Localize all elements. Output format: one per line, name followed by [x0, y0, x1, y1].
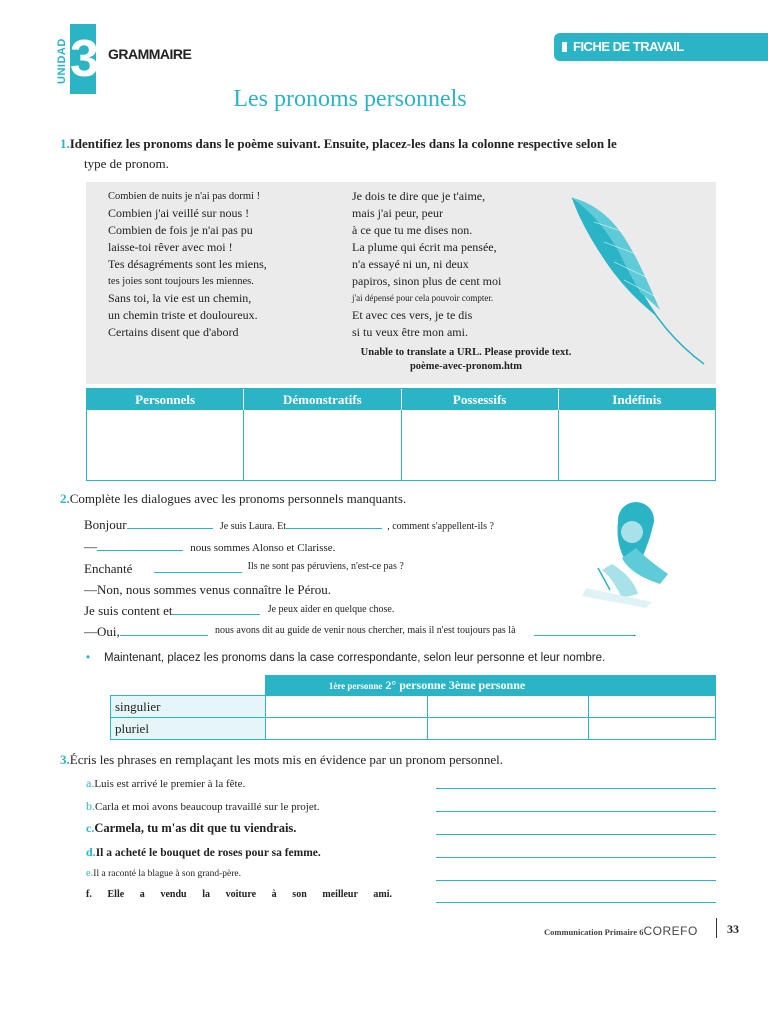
poem-line: n'a essayé ni un, ni deux: [352, 257, 469, 271]
dialogue-line-2: [84, 539, 335, 555]
poem-line: Combien j'ai veillé sur nous !: [108, 206, 250, 220]
answer-cell[interactable]: [588, 696, 715, 718]
column-header-demonstratifs: Démonstratifs: [244, 389, 401, 410]
item-letter: b.: [86, 799, 95, 813]
sentence-item-f: [86, 889, 392, 900]
item-letter: c.: [86, 821, 95, 835]
item-letter: d.: [86, 845, 96, 859]
row-label-singulier: singulier: [111, 696, 266, 718]
poem-line: si tu veux être mon ami.: [352, 325, 468, 339]
answer-cell[interactable]: [266, 718, 427, 740]
answer-line[interactable]: [436, 811, 716, 812]
girl-writing-illustration: [582, 498, 672, 608]
dialogue-text: Je peux aider en quelque chose.: [267, 604, 395, 615]
column-header-2nd: 2° personne: [385, 678, 446, 692]
item-text: Carla et moi avons beaucoup travaillé sur le projet.: [95, 801, 320, 813]
sentence-item-e: [86, 868, 241, 879]
exercise-2-number: 2.: [60, 491, 70, 506]
exercise-3-number: 3.: [60, 752, 70, 767]
exercise-2-text: Complète les dialogues avec les pronoms personnels manquants.: [69, 491, 407, 506]
answer-blank[interactable]: [154, 572, 242, 573]
item-text: Luis est arrivé le premier à la fête.: [94, 778, 246, 790]
exercise-2-instruction: [60, 491, 406, 507]
column-header-3rd: 3ème personne: [448, 678, 526, 692]
column-header-possessifs: Possessifs: [402, 389, 559, 410]
item-text: Il a raconté la blague à son grand-père.: [93, 869, 242, 879]
answer-blank[interactable]: [97, 550, 183, 551]
row-label-pluriel: pluriel: [111, 718, 266, 740]
poem-line: La plume qui écrit ma pensée,: [352, 240, 497, 254]
poem-box: [86, 182, 716, 384]
dialogue-text: Bonjour: [84, 517, 127, 532]
dialogue-line-3: [84, 561, 404, 577]
footer-credit: [544, 924, 698, 938]
dialogue-line-4: [84, 582, 331, 598]
dialogue-line-6: [84, 624, 636, 640]
worksheet-badge-label: FICHE DE TRAVAIL: [573, 39, 684, 54]
sentence-item-a: [86, 776, 245, 791]
poem-line: papiros, sinon plus de cent moi: [352, 274, 502, 288]
answer-cell[interactable]: [427, 718, 588, 740]
sentence-item-b: [86, 799, 320, 814]
exercise-1-instruction: [60, 134, 700, 174]
dialogue-text: , comment s'appellent-ils ?: [387, 521, 494, 532]
poem-line: Je dois te dire que je t'aime,: [352, 189, 486, 203]
answer-line[interactable]: [436, 857, 716, 858]
dialogue-line-5: [84, 603, 394, 619]
answer-cell-indefinis[interactable]: [559, 410, 715, 480]
exercise-2-bullet: [86, 652, 605, 664]
poem-column-right: [352, 188, 501, 341]
answer-blank[interactable]: [127, 528, 213, 529]
dialogue-text: nous avons dit au guide de venir nous chercher, mais il n'est toujours pas là: [215, 625, 516, 636]
dialogue-text: —: [84, 539, 97, 554]
poem-line: Certains disent que d'abord: [108, 325, 239, 339]
exercise-1-text: Identifiez les pronoms dans le poème suivant. Ensuite, placez-les dans la colonne respective selon le: [69, 136, 617, 151]
person-number-table-header: [111, 676, 716, 696]
table-row: [111, 718, 716, 740]
answer-cell[interactable]: [427, 696, 588, 718]
page-number: 33: [716, 918, 739, 938]
answer-line[interactable]: [436, 902, 716, 903]
answer-line[interactable]: [436, 880, 716, 881]
pronoun-type-table-body: [87, 410, 715, 480]
poem-line: Tes désagréments sont les miens,: [108, 257, 267, 271]
exercise-1-text-2: type de pronom.: [84, 156, 169, 171]
table-row: [111, 696, 716, 718]
poem-line: à ce que tu me dises non.: [352, 223, 473, 237]
dialogue-text: —Non, nous sommes venus connaître le Pérou.: [84, 582, 331, 597]
feather-icon: [564, 192, 714, 367]
page-title: Les pronoms personnels: [233, 86, 467, 112]
worksheet-badge: [554, 33, 768, 61]
dialogue-text: Je suis Laura. Et: [219, 521, 286, 532]
translation-note: [358, 346, 574, 374]
sentence-item-c: [86, 821, 296, 836]
item-letter: f.: [86, 889, 92, 900]
dialogue-text: .: [633, 628, 637, 639]
poem-line: tes joies sont toujours les miennes.: [108, 276, 254, 287]
pronoun-type-table-header: [87, 389, 715, 410]
poem-column-left: [108, 188, 267, 341]
translation-note-line: Unable to translate a URL. Please provide text.: [360, 347, 572, 358]
exercise-2-bullet-text: Maintenant, placez les pronoms dans la case correspondante, selon leur personne et leur nombre.: [104, 652, 606, 664]
answer-line[interactable]: [436, 834, 716, 835]
poem-line: laisse-toi rêver avec moi !: [108, 240, 233, 254]
column-header-1st: 1ère personne: [328, 681, 383, 691]
exercise-3-instruction: [60, 752, 503, 768]
unit-label: UNIDAD: [56, 28, 70, 94]
answer-blank[interactable]: [172, 614, 260, 615]
poem-line: j'ai dépensé pour cela pouvoir compter.: [352, 293, 494, 303]
translation-note-file: poème-avec-pronom.htm: [409, 361, 523, 372]
person-number-table: [110, 675, 716, 740]
item-letter: a.: [86, 776, 95, 790]
unit-number: 3: [70, 24, 96, 94]
answer-blank[interactable]: [286, 528, 382, 529]
poem-line: Combien de nuits je n'ai pas dormi !: [108, 191, 261, 202]
dialogue-text: —Oui,: [84, 624, 120, 639]
publisher-logo: COREFO: [643, 924, 698, 938]
answer-cell-personnels[interactable]: [87, 410, 244, 480]
pronoun-type-table: [86, 388, 716, 481]
answer-blank[interactable]: [534, 635, 634, 636]
exercise-1-number: 1.: [60, 136, 70, 151]
sentence-item-d: [86, 845, 321, 860]
dialogue-text: Ils ne sont pas péruviens, n'est-ce pas ?: [247, 561, 404, 572]
section-label: GRAMMAIRE: [108, 46, 192, 62]
answer-cell[interactable]: [588, 718, 715, 740]
poem-line: mais j'ai peur, peur: [352, 206, 443, 220]
dialogue-text: nous sommes Alonso et Clarisse.: [190, 542, 336, 554]
bullet-icon: •: [86, 652, 91, 664]
poem-line: Et avec ces vers, je te dis: [352, 308, 473, 322]
item-text: Il a acheté le bouquet de roses pour sa femme.: [95, 847, 321, 859]
dialogue-text: Je suis content et: [84, 603, 173, 618]
answer-cell-possessifs[interactable]: [402, 410, 559, 480]
answer-cell[interactable]: [266, 696, 427, 718]
column-header-personnels: Personnels: [87, 389, 244, 410]
poem-line: Combien de fois je n'ai pas pu: [108, 223, 253, 237]
answer-line[interactable]: [436, 788, 716, 789]
item-text: Carmela, tu m'as dit que tu viendrais.: [94, 821, 297, 835]
answer-blank[interactable]: [120, 635, 208, 636]
exercise-3-text: Écris les phrases en remplaçant les mots mis en évidence par un pronom personnel.: [69, 752, 503, 767]
column-header-persons: [266, 676, 589, 696]
item-text: Elle a vendu la voiture à son meilleur ami.: [107, 889, 393, 900]
poem-line: un chemin triste et douloureux.: [108, 308, 258, 322]
dialogue-line-1: [84, 517, 494, 533]
poem-line: Sans toi, la vie est un chemin,: [108, 291, 252, 305]
answer-cell-demonstratifs[interactable]: [244, 410, 401, 480]
footer-text: Communication Primaire 6: [544, 927, 644, 937]
badge-marker-icon: [562, 42, 567, 52]
item-letter: e.: [86, 868, 94, 879]
dialogue-text: Enchanté: [84, 561, 133, 576]
column-header-indefinis: Indéfinis: [612, 392, 662, 407]
